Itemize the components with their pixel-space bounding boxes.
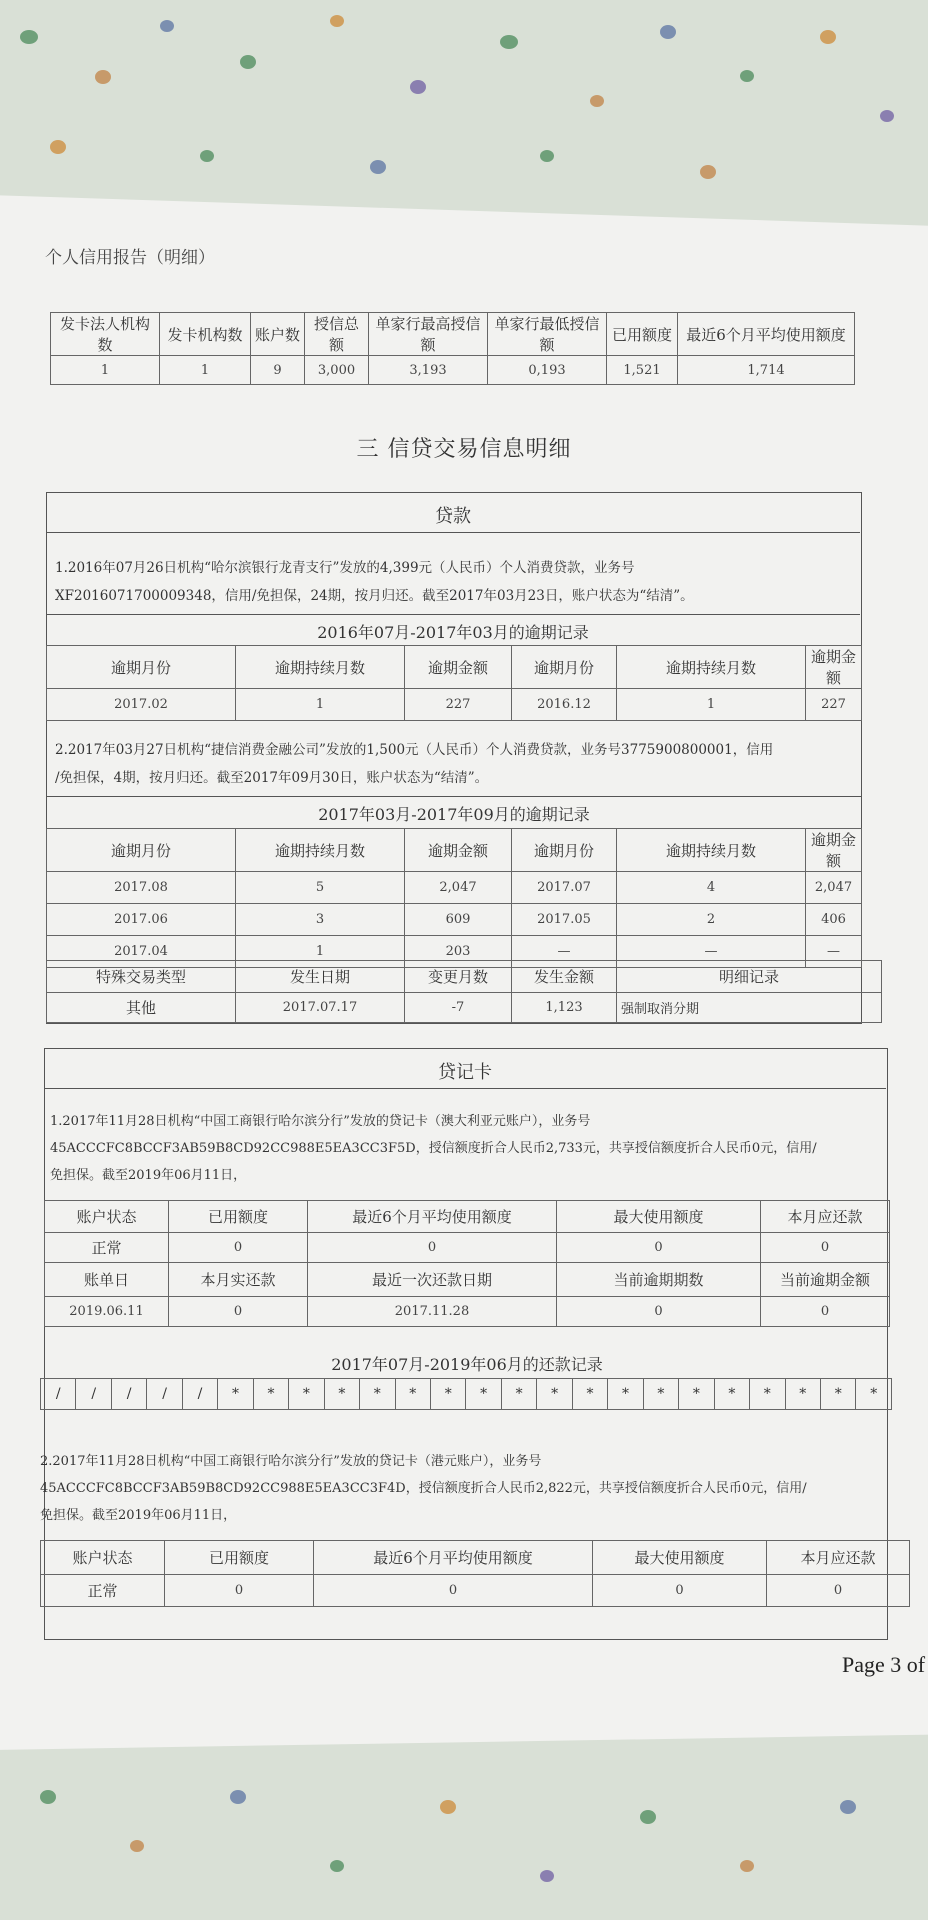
table-cell: 2017.07.17 <box>236 993 405 1023</box>
table-cell: 2017.06 <box>47 904 236 936</box>
table-row <box>47 993 882 1023</box>
table-header: 本月应还款 <box>761 1201 890 1233</box>
table-header-row <box>45 1263 890 1297</box>
credit-card-summary-table <box>50 312 855 385</box>
repayment-row <box>41 1379 892 1410</box>
summary-header: 最近6个月平均使用额度 <box>678 313 855 356</box>
summary-header: 已用额度 <box>607 313 678 356</box>
loan1-overdue-title: 2016年07月-2017年03月的逾期记录 <box>317 623 589 642</box>
table-cell: 203 <box>405 936 512 968</box>
table-row <box>47 689 862 721</box>
card1-description <box>50 1108 890 1189</box>
table-header: 明细记录 <box>617 961 882 993</box>
repayment-mark: * <box>324 1379 359 1410</box>
loan2-overdue-table <box>46 828 862 968</box>
table-header: 账单日 <box>45 1263 169 1297</box>
summary-header: 单家行最低授信额 <box>488 313 607 356</box>
table-header: 最近6个月平均使用额度 <box>308 1201 557 1233</box>
summary-value: 1 <box>160 356 251 385</box>
table-cell: 1 <box>236 689 405 721</box>
table-header: 逾期金额 <box>405 646 512 689</box>
loan1-overdue-table <box>46 645 862 721</box>
table-header: 逾期持续月数 <box>236 646 405 689</box>
table-header: 变更月数 <box>405 961 512 993</box>
table-cell: 2017.02 <box>47 689 236 721</box>
card2-line3: 免担保。截至2019年06月11日， <box>40 1508 237 1523</box>
table-cell: 2,047 <box>806 872 862 904</box>
loans-title: 贷款 <box>435 506 471 527</box>
repayment-mark: * <box>643 1379 678 1410</box>
repayment-mark: * <box>679 1379 714 1410</box>
table-cell: 0 <box>169 1233 308 1263</box>
table-header: 当前逾期金额 <box>761 1263 890 1297</box>
table-cell: 正常 <box>41 1575 165 1607</box>
table-header: 逾期月份 <box>512 646 617 689</box>
card1-line1: 1.2017年11月28日机构“中国工商银行哈尔滨分行”发放的贷记卡（澳大利亚元账户），业务号 <box>50 1114 591 1129</box>
summary-value: 1,714 <box>678 356 855 385</box>
table-row <box>45 1297 890 1327</box>
repayment-mark: * <box>501 1379 536 1410</box>
table-cell: 2019.06.11 <box>45 1297 169 1327</box>
summary-header-row <box>51 313 855 356</box>
summary-value-row <box>51 356 855 385</box>
card1-repayment-title: 2017年07月-2019年06月的还款记录 <box>331 1355 603 1374</box>
loan2-line2: /免担保，4期，按月归还。截至2017年09月30日，账户状态为“结清”。 <box>55 770 489 786</box>
table-row <box>47 872 862 904</box>
repayment-mark: * <box>218 1379 253 1410</box>
summary-header: 账户数 <box>251 313 305 356</box>
table-header: 最近6个月平均使用额度 <box>314 1541 593 1575</box>
card1-repayment-record <box>40 1378 892 1410</box>
table-cell: 1 <box>236 936 405 968</box>
repayment-mark: * <box>360 1379 395 1410</box>
table-header: 本月应还款 <box>767 1541 910 1575</box>
repayment-mark: * <box>714 1379 749 1410</box>
card2-line2: 45ACCCFC8BCCF3AB59B8CD92CC988E5EA3CC3F4D，授信额度折合人民币2,822元，共享授信额度折合人民币0元，信用/ <box>40 1481 807 1496</box>
summary-value: 3,193 <box>369 356 488 385</box>
card1-status-table <box>44 1200 890 1327</box>
table-cell: 609 <box>405 904 512 936</box>
summary-value: 0,193 <box>488 356 607 385</box>
report-title: 个人信用报告（明细） <box>45 248 215 268</box>
table-cell: 0 <box>761 1297 890 1327</box>
table-cell: 1 <box>617 689 806 721</box>
card1-line2: 45ACCCFC8BCCF3AB59B8CD92CC988E5EA3CC3F5D，授信额度折合人民币2,733元，共享授信额度折合人民币0元，信用/ <box>50 1141 817 1156</box>
loan2-special-transaction-table <box>46 960 882 1023</box>
table-header: 发生日期 <box>236 961 405 993</box>
table-cell: 2 <box>617 904 806 936</box>
card1-line3: 免担保。截至2019年06月11日， <box>50 1168 247 1183</box>
repayment-mark: * <box>608 1379 643 1410</box>
repayment-mark: * <box>820 1379 855 1410</box>
table-cell: 2016.12 <box>512 689 617 721</box>
loan2-description <box>55 736 865 792</box>
table-cell: 0 <box>557 1297 761 1327</box>
repayment-mark: / <box>147 1379 182 1410</box>
page-number: Page 3 of <box>842 1652 926 1677</box>
table-cell: 0 <box>314 1575 593 1607</box>
table-cell: 227 <box>405 689 512 721</box>
summary-value: 1,521 <box>607 356 678 385</box>
table-cell: 强制取消分期 <box>617 993 882 1023</box>
table-cell: 4 <box>617 872 806 904</box>
summary-value: 3,000 <box>305 356 369 385</box>
table-header: 最近一次还款日期 <box>308 1263 557 1297</box>
table-cell: 0 <box>308 1233 557 1263</box>
summary-header: 发卡法人机构数 <box>51 313 160 356</box>
table-header: 当前逾期期数 <box>557 1263 761 1297</box>
table-cell: 406 <box>806 904 862 936</box>
repayment-mark: * <box>430 1379 465 1410</box>
table-header: 逾期月份 <box>47 829 236 872</box>
repayment-mark: / <box>76 1379 111 1410</box>
table-row <box>45 1233 890 1263</box>
table-header: 逾期月份 <box>47 646 236 689</box>
repayment-mark: * <box>289 1379 324 1410</box>
table-cell: 2017.11.28 <box>308 1297 557 1327</box>
repayment-mark: * <box>856 1379 892 1410</box>
table-row <box>47 904 862 936</box>
table-header-row <box>45 1201 890 1233</box>
table-header: 逾期月份 <box>512 829 617 872</box>
repayment-mark: * <box>253 1379 288 1410</box>
repayment-mark: / <box>182 1379 217 1410</box>
table-cell: 0 <box>557 1233 761 1263</box>
table-cell: — <box>617 936 806 968</box>
table-cell: 0 <box>767 1575 910 1607</box>
table-header-row <box>47 646 862 689</box>
repayment-mark: * <box>537 1379 572 1410</box>
table-header: 本月实还款 <box>169 1263 308 1297</box>
table-header: 最大使用额度 <box>593 1541 767 1575</box>
repayment-mark: * <box>395 1379 430 1410</box>
section-title: 三 信贷交易信息明细 <box>356 437 572 462</box>
summary-value: 1 <box>51 356 160 385</box>
loan1-description <box>55 554 855 610</box>
table-cell: 0 <box>169 1297 308 1327</box>
table-header-row <box>41 1541 910 1575</box>
table-cell: 1,123 <box>512 993 617 1023</box>
card2-status-table <box>40 1540 910 1607</box>
table-header: 账户状态 <box>41 1541 165 1575</box>
table-cell: 正常 <box>45 1233 169 1263</box>
repayment-mark: * <box>466 1379 501 1410</box>
table-header: 发生金额 <box>512 961 617 993</box>
summary-header: 单家行最高授信额 <box>369 313 488 356</box>
table-cell: — <box>512 936 617 968</box>
table-header: 逾期金额 <box>405 829 512 872</box>
table-header-row <box>47 961 882 993</box>
table-cell: 2017.04 <box>47 936 236 968</box>
table-cell: -7 <box>405 993 512 1023</box>
table-cell: 2017.08 <box>47 872 236 904</box>
table-cell: 3 <box>236 904 405 936</box>
table-header-row <box>47 829 862 872</box>
repayment-mark: * <box>572 1379 607 1410</box>
credit-cards-title: 贷记卡 <box>438 1062 492 1083</box>
table-header: 逾期持续月数 <box>617 646 806 689</box>
table-cell: 5 <box>236 872 405 904</box>
repayment-mark: * <box>750 1379 785 1410</box>
summary-header: 授信总额 <box>305 313 369 356</box>
table-row <box>41 1575 910 1607</box>
table-cell: 其他 <box>47 993 236 1023</box>
table-header: 逾期持续月数 <box>236 829 405 872</box>
repayment-mark: * <box>785 1379 820 1410</box>
table-cell: 0 <box>593 1575 767 1607</box>
loan2-line1: 2.2017年03月27日机构“捷信消费金融公司”发放的1,500元（人民币）个人消费贷款，业务号3775900800001，信用 <box>55 742 774 758</box>
table-header: 最大使用额度 <box>557 1201 761 1233</box>
repayment-mark: / <box>111 1379 146 1410</box>
repayment-mark: / <box>41 1379 76 1410</box>
table-cell: — <box>806 936 862 968</box>
table-header: 已用额度 <box>165 1541 314 1575</box>
summary-value: 9 <box>251 356 305 385</box>
card2-line1: 2.2017年11月28日机构“中国工商银行哈尔滨分行”发放的贷记卡（港元账户），业务号 <box>40 1454 542 1469</box>
table-header: 特殊交易类型 <box>47 961 236 993</box>
table-header: 逾期金额 <box>806 829 862 872</box>
loan1-line1: 1.2016年07月26日机构“哈尔滨银行龙青支行”发放的4,399元（人民币）个人消费贷款，业务号 <box>55 560 635 576</box>
table-header: 逾期持续月数 <box>617 829 806 872</box>
summary-header: 发卡机构数 <box>160 313 251 356</box>
table-header: 已用额度 <box>169 1201 308 1233</box>
loan1-line2: XF2016071700009348，信用/免担保，24期，按月归还。截至2017年03月23日，账户状态为“结清”。 <box>55 588 694 604</box>
table-header: 账户状态 <box>45 1201 169 1233</box>
table-cell: 0 <box>761 1233 890 1263</box>
table-cell: 2017.07 <box>512 872 617 904</box>
table-cell: 2,047 <box>405 872 512 904</box>
table-cell: 0 <box>165 1575 314 1607</box>
card2-description <box>40 1448 910 1529</box>
table-cell: 2017.05 <box>512 904 617 936</box>
loan2-overdue-title: 2017年03月-2017年09月的逾期记录 <box>318 805 590 824</box>
table-header: 逾期金额 <box>806 646 862 689</box>
table-cell: 227 <box>806 689 862 721</box>
